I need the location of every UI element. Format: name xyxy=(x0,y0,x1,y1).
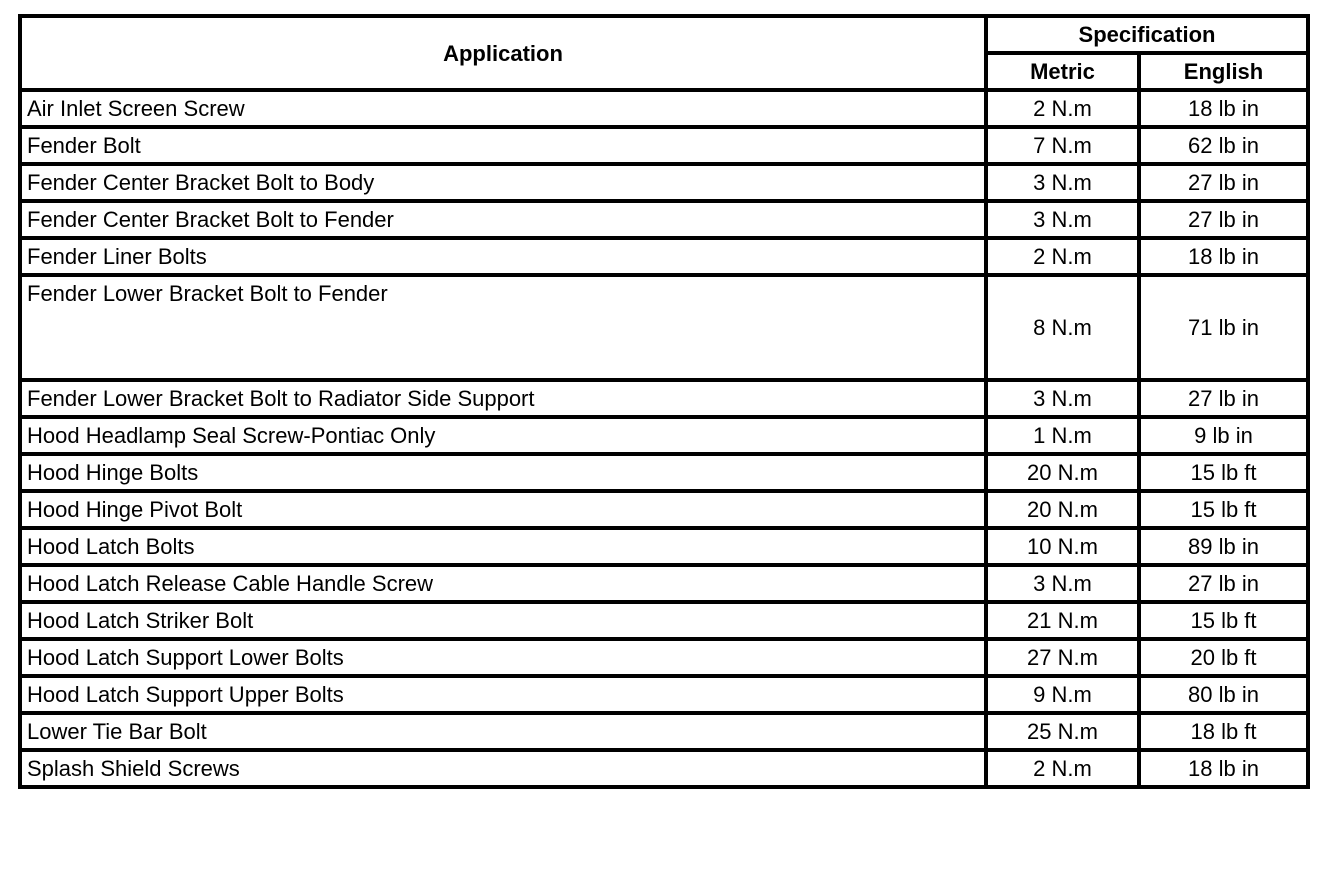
header-specification: Specification xyxy=(986,16,1308,53)
cell-english: 18 lb ft xyxy=(1139,713,1308,750)
table-row xyxy=(20,491,1308,528)
cell-application: Hood Hinge Pivot Bolt xyxy=(20,491,986,528)
cell-application: Air Inlet Screen Screw xyxy=(20,90,986,127)
cell-metric: 9 N.m xyxy=(986,676,1139,713)
cell-application: Hood Latch Bolts xyxy=(20,528,986,565)
table-row xyxy=(20,201,1308,238)
cell-metric: 20 N.m xyxy=(986,454,1139,491)
cell-metric: 7 N.m xyxy=(986,127,1139,164)
cell-english: 27 lb in xyxy=(1139,201,1308,238)
header-english: English xyxy=(1139,53,1308,90)
cell-english: 15 lb ft xyxy=(1139,491,1308,528)
table-row xyxy=(20,90,1308,127)
cell-english: 15 lb ft xyxy=(1139,454,1308,491)
cell-english: 27 lb in xyxy=(1139,565,1308,602)
cell-application: Hood Headlamp Seal Screw-Pontiac Only xyxy=(20,417,986,454)
cell-metric: 8 N.m xyxy=(986,275,1139,380)
cell-english: 27 lb in xyxy=(1139,380,1308,417)
cell-english: 20 lb ft xyxy=(1139,639,1308,676)
table-row xyxy=(20,164,1308,201)
cell-application: Hood Latch Support Lower Bolts xyxy=(20,639,986,676)
cell-application: Fender Liner Bolts xyxy=(20,238,986,275)
table-row xyxy=(20,380,1308,417)
table-row xyxy=(20,454,1308,491)
cell-metric: 21 N.m xyxy=(986,602,1139,639)
cell-metric: 2 N.m xyxy=(986,750,1139,787)
cell-metric: 1 N.m xyxy=(986,417,1139,454)
cell-application: Fender Lower Bracket Bolt to Fender xyxy=(20,275,986,380)
table-row xyxy=(20,565,1308,602)
cell-metric: 20 N.m xyxy=(986,491,1139,528)
cell-application: Splash Shield Screws xyxy=(20,750,986,787)
cell-english: 80 lb in xyxy=(1139,676,1308,713)
cell-application: Fender Bolt xyxy=(20,127,986,164)
table-row xyxy=(20,417,1308,454)
cell-application: Hood Latch Support Upper Bolts xyxy=(20,676,986,713)
cell-metric: 3 N.m xyxy=(986,201,1139,238)
cell-english: 27 lb in xyxy=(1139,164,1308,201)
cell-english: 18 lb in xyxy=(1139,90,1308,127)
cell-application: Fender Lower Bracket Bolt to Radiator Side Support xyxy=(20,380,986,417)
cell-application: Lower Tie Bar Bolt xyxy=(20,713,986,750)
cell-application: Fender Center Bracket Bolt to Fender xyxy=(20,201,986,238)
table-row xyxy=(20,602,1308,639)
cell-english: 18 lb in xyxy=(1139,238,1308,275)
table-row xyxy=(20,713,1308,750)
cell-metric: 3 N.m xyxy=(986,565,1139,602)
table-row xyxy=(20,127,1308,164)
table-row xyxy=(20,676,1308,713)
cell-metric: 25 N.m xyxy=(986,713,1139,750)
cell-english: 9 lb in xyxy=(1139,417,1308,454)
cell-english: 15 lb ft xyxy=(1139,602,1308,639)
cell-metric: 10 N.m xyxy=(986,528,1139,565)
cell-metric: 2 N.m xyxy=(986,90,1139,127)
cell-metric: 3 N.m xyxy=(986,164,1139,201)
cell-application: Hood Latch Striker Bolt xyxy=(20,602,986,639)
table-row xyxy=(20,750,1308,787)
cell-application: Hood Latch Release Cable Handle Screw xyxy=(20,565,986,602)
cell-metric: 3 N.m xyxy=(986,380,1139,417)
table-row xyxy=(20,639,1308,676)
cell-metric: 27 N.m xyxy=(986,639,1139,676)
cell-application: Hood Hinge Bolts xyxy=(20,454,986,491)
cell-english: 18 lb in xyxy=(1139,750,1308,787)
header-application: Application xyxy=(20,16,986,90)
table-row xyxy=(20,275,1308,380)
header-metric: Metric xyxy=(986,53,1139,90)
table-row xyxy=(20,528,1308,565)
cell-english: 89 lb in xyxy=(1139,528,1308,565)
cell-english: 62 lb in xyxy=(1139,127,1308,164)
torque-spec-table xyxy=(18,14,1310,789)
cell-application: Fender Center Bracket Bolt to Body xyxy=(20,164,986,201)
table-row xyxy=(20,238,1308,275)
cell-metric: 2 N.m xyxy=(986,238,1139,275)
cell-english: 71 lb in xyxy=(1139,275,1308,380)
